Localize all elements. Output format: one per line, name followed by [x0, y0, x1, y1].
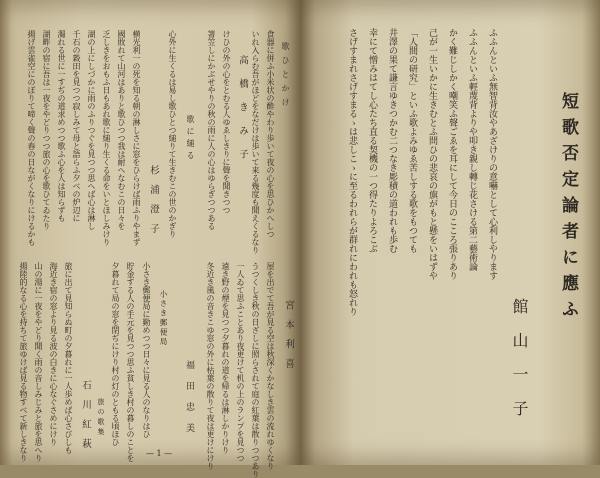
right-page	[300, 0, 600, 465]
section-heading: 歌に縋る	[186, 115, 195, 163]
poet-name: 杉浦澄子	[148, 165, 159, 243]
poem-line: 貯金する人の手元を見つつ思ふ貧しき村の暮しのことを	[126, 262, 135, 462]
page-number: — 1 —	[146, 449, 173, 458]
poem-line: 揚げ雲雀空にのぼりて啼く聲の春の日ながくなりにけるかも	[27, 30, 36, 246]
poet-name: 石川紅萩	[80, 380, 91, 458]
poem-line: 食器に併ふ小米状の酔やわり歩いて夜の心を思ひかへしつ	[266, 30, 275, 238]
poem-line: 揚陸的なる心を持ちて旅ゆけば見る物すべて新しきなり	[19, 262, 28, 462]
section-heading: 旅の歌集	[97, 398, 105, 438]
poem-line: 井澤の果て謙言ゆきつかむ二つなき彫積の道われも歩む	[387, 28, 397, 253]
poem-line: 箸笠しにかぶせやりの秋の雨に人の心はゆらぎつつある	[207, 30, 216, 230]
poem-line: 屋を出でて吾が見る空は秋深くかなしき雲の流れゆくなり	[266, 262, 275, 470]
poem-line: 心外に生くるは易し歌ひとつ縋りて生きむこの世のかぎり	[168, 30, 177, 238]
poet-name: 福田忠美	[184, 360, 194, 444]
poem-line: 小さき郵便局に勤めつつ日々に見る人のなりはひ	[142, 262, 151, 438]
poet-name: 宮本利喜	[283, 300, 294, 378]
poem-line: 遠き野の煙を見つつ夕暮れの道を帰るは淋しかりけり	[221, 262, 230, 454]
poem-line: 旅に出て見知らぬ町の夕暮れに一人歩めば心さびしも	[64, 262, 73, 454]
poem-line: 一人ゐて思ふことあり夜更けて机の上のランプを見つつ	[236, 262, 245, 462]
poem-line: 海近き宿の窓より見る波の白きに心なぐさめにけり	[49, 262, 58, 446]
poem-line: いれ入らむ吾がほどをなだけは歩いて来る幾度も聞えくるなり	[251, 30, 260, 254]
poet-name: 高橋きみ子	[237, 55, 248, 173]
section-heading: 歌ひとかけ	[281, 42, 290, 112]
poem-line: 夕暮れて局の窓を閉ぢにけり村の灯のともる頃ほひ	[111, 262, 120, 446]
poem-line: 濁れる世に一すぢの道求めつつ歌ふ心を人は知らずも	[57, 30, 66, 222]
poem-line: 己が一生いかに生きむとふ問ひの悲哀の旗がもと懸をいはずや	[427, 28, 437, 280]
poem-line: 千石の穀田を見つつ寂しみて母と語らふ夕べの炉辺に	[72, 30, 81, 222]
poem-line: 横光利一の死を知る朝の淋しさに窓をひらけば雨ふりやまず	[132, 30, 141, 246]
poem-line: 幸にて憎みはてし心たち直る契機の一つ得たりよろこぶ	[367, 28, 377, 253]
poem-line: 湖畔の宿に吾は一夜をやどりつつ旅の心を歌ひてゐたり	[42, 30, 51, 230]
article-author: 館山一子	[510, 298, 529, 434]
poem-line: 國敗れて山河はありと歌ひつつ我は耐へなむこの日々を	[117, 30, 126, 230]
poem-line: ふふんといふ無智背汝やあざけりの意嚇として心利しやります	[487, 28, 497, 280]
poem-line: けひの外の心をとむる人ゆゑしきりに聲を聞きつつ	[222, 30, 231, 214]
poem-line: 「人間の研究」といふ歌よみゆゑ苦しする歌をもつても	[407, 28, 417, 253]
poem-line: 山の湯に一夜をやどり聞く雨の音しみじみと旅を思へり	[34, 262, 43, 462]
poem-line: うつくしき秋の日ざしに照らされて庭の紅葉は散りつつあり	[251, 262, 260, 478]
article-title: 短歌否定論者に應ふ	[558, 92, 578, 326]
poem-line: かく難じしかく嘲笑ふ聲ごゑを耳にして今日のこころ張りあり	[447, 28, 457, 280]
poem-line: さげすまれさげすまるゝは悲しこゝに至るわれらが群れにわれも怒れり	[347, 28, 357, 316]
poem-line: ふふんといふ輕蔑背よりや叩き親し轉じ花さける第二藝術論	[467, 28, 477, 271]
poem-line: 冬近き風の音きこゆ窓の外に枯葉の散りて夜は更けにけり	[206, 262, 215, 470]
section-heading: 小さき郵便局	[159, 290, 168, 347]
poem-line: 乏しきをおもふ日もあれ歌に縋り生くる命をいとほしみけり	[102, 30, 111, 246]
poem-line: 湖の上にしづかに雨のふりつぐを見つつ思へば心は淋し	[87, 30, 96, 230]
